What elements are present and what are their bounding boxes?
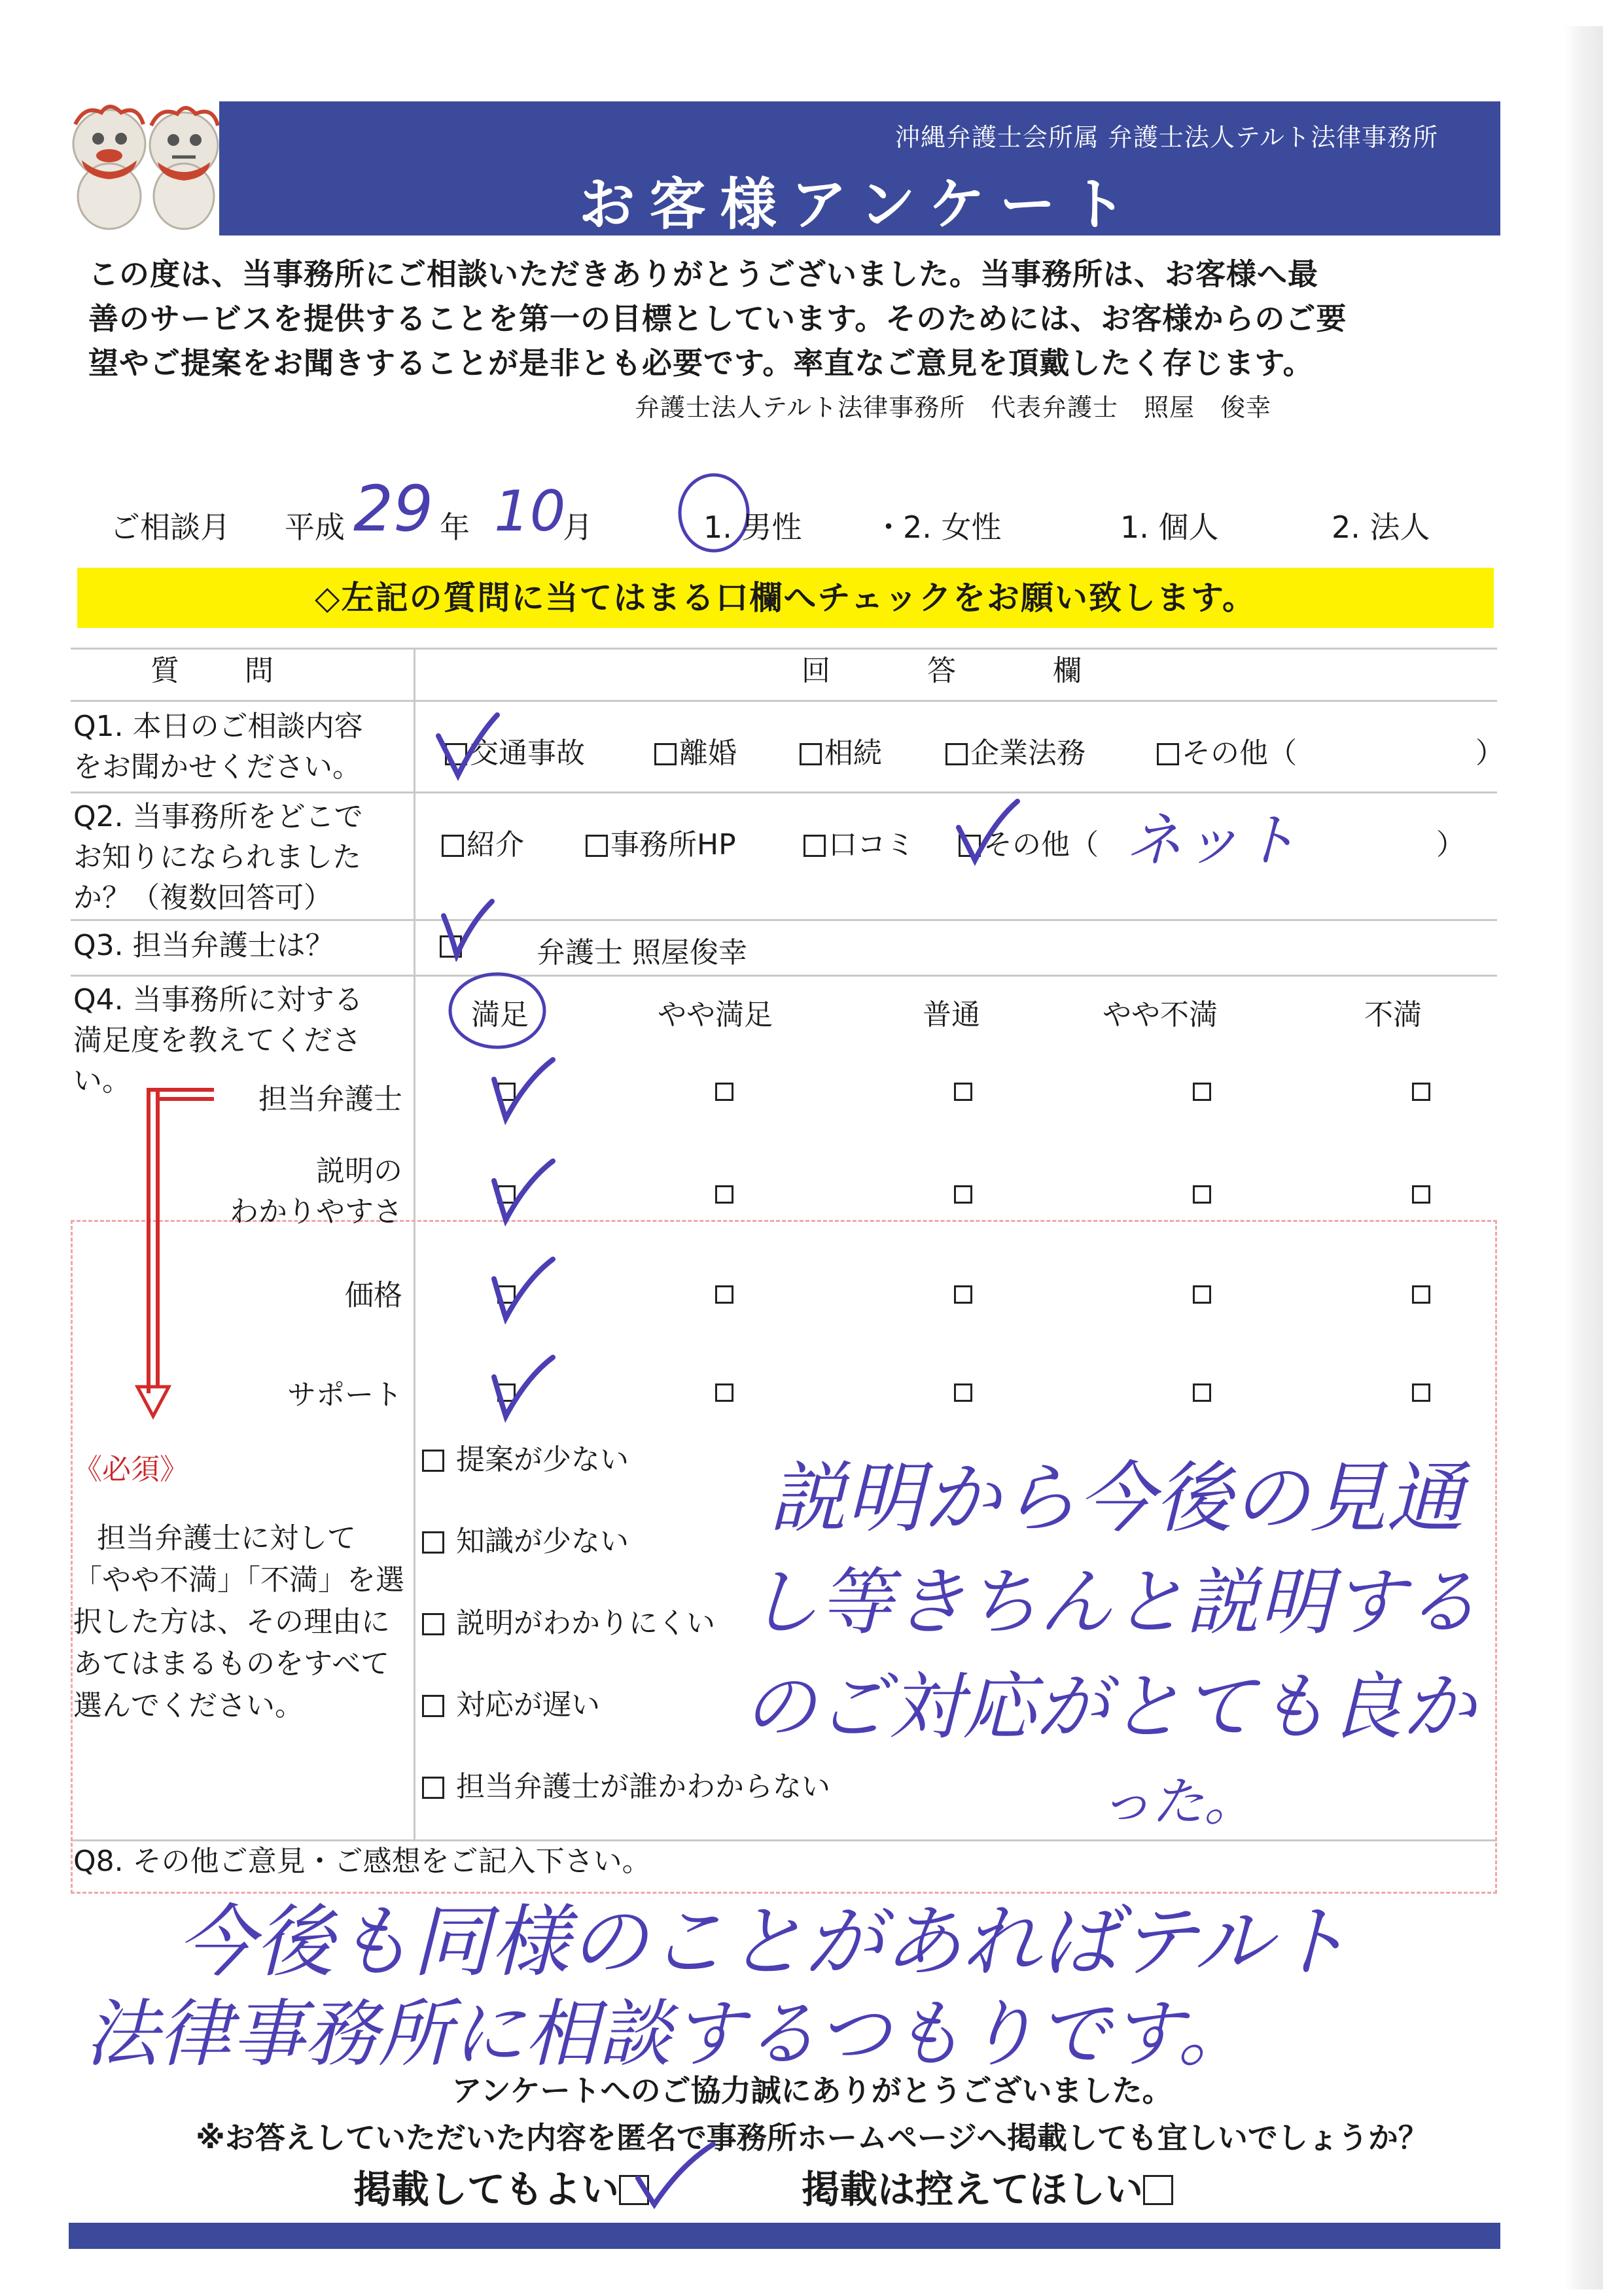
scale-satisfied: 満足 bbox=[471, 998, 529, 1032]
comment-handwritten-2: し等きちんと説明する bbox=[746, 1560, 1479, 1645]
intro-text bbox=[88, 252, 1475, 385]
checkmark-icon bbox=[487, 1155, 559, 1226]
column-question: 質 問 bbox=[150, 654, 276, 687]
q1-close-paren: ） bbox=[1475, 737, 1504, 770]
intro-line: 望やご提案をお聞きすることが是非とも必要です。率直なご意見を頂戴したく存じます。 bbox=[88, 345, 1314, 381]
q8-handwritten-1: 今後も同様のことがあればテルト bbox=[177, 1897, 1350, 1988]
q1-option-inheritance[interactable]: 相続 bbox=[800, 729, 882, 771]
rating-checkbox[interactable] bbox=[1193, 1185, 1211, 1204]
arrow-down-icon bbox=[134, 1079, 219, 1426]
table-rule bbox=[71, 975, 1497, 977]
q3-label: Q3. 担当弁護士は？ bbox=[73, 929, 334, 962]
rating-checkbox[interactable] bbox=[715, 1185, 733, 1204]
comment-handwritten-1: 説明から今後の見通 bbox=[769, 1453, 1464, 1543]
type-corporate[interactable]: 2. 法人 bbox=[1332, 510, 1430, 545]
page-edge-shadow bbox=[1564, 26, 1603, 2289]
q2-option-other[interactable]: その他（ bbox=[959, 821, 1099, 863]
checkbox[interactable] bbox=[586, 835, 608, 857]
checkbox[interactable] bbox=[1157, 743, 1179, 765]
rating-checkbox[interactable] bbox=[1193, 1083, 1211, 1101]
row-price: 価格 bbox=[345, 1279, 402, 1312]
q4-label-1: Q4. 当事務所に対する bbox=[73, 983, 363, 1017]
row-support: サポート bbox=[287, 1378, 402, 1412]
rating-checkbox[interactable] bbox=[1193, 1383, 1211, 1402]
q2-label-3: か？（複数回答可） bbox=[73, 881, 332, 914]
checkmark-icon bbox=[432, 710, 504, 782]
publish-ng[interactable]: 掲載は控えてほしい bbox=[802, 2159, 1176, 2214]
instruction-band: ◇左記の質問に当てはまる口欄へチェックをお願い致します。 bbox=[77, 568, 1494, 628]
q8-label: Q8. その他ご意見・ご感想をご記入下さい。 bbox=[73, 1845, 651, 1878]
header-banner bbox=[219, 101, 1500, 235]
scale-somewhat-satisfied: やや満足 bbox=[658, 998, 773, 1032]
signer: 弁護士法人テルト法律事務所 代表弁護士 照屋 俊幸 bbox=[635, 393, 1272, 422]
checkmark-icon bbox=[487, 1253, 559, 1325]
intro-line: この度は、当事務所にご相談いただきありがとうございました。当事務所は、お客様へ最 bbox=[88, 256, 1318, 292]
q1-option-traffic[interactable]: 交通事故 bbox=[445, 729, 585, 771]
rating-checkbox[interactable] bbox=[1412, 1285, 1430, 1304]
comment-handwritten-3: のご対応がとても良か bbox=[743, 1665, 1475, 1750]
era-label: 平成 bbox=[285, 510, 345, 545]
q2-option-website[interactable]: 事務所HP bbox=[586, 821, 736, 863]
q1-label-1: Q1. 本日のご相談内容 bbox=[73, 710, 363, 743]
checkbox[interactable] bbox=[654, 743, 677, 765]
year-handwritten: 29 bbox=[353, 472, 434, 546]
rating-checkbox[interactable] bbox=[954, 1285, 972, 1304]
type-individual[interactable]: 1. 個人 bbox=[1120, 510, 1219, 545]
intro-line: 善のサービスを提供することを第一の目標としています。そのためには、お客様からのご要 bbox=[88, 301, 1347, 336]
footer-bar bbox=[69, 2223, 1500, 2249]
checkbox[interactable] bbox=[803, 835, 826, 857]
rating-checkbox[interactable] bbox=[1412, 1383, 1430, 1402]
q1-option-corporate[interactable]: 企業法務 bbox=[945, 729, 1086, 771]
gender-male[interactable]: 1. 男性 bbox=[703, 510, 802, 545]
rating-checkbox[interactable] bbox=[715, 1285, 733, 1304]
q1-option-divorce[interactable]: 離婚 bbox=[654, 729, 737, 771]
checkbox[interactable] bbox=[800, 743, 822, 765]
gender-female[interactable]: 2. 女性 bbox=[903, 510, 1002, 545]
q8-handwritten-2: 法律事務所に相談するつもりです。 bbox=[85, 1992, 1251, 2077]
checkbox[interactable] bbox=[945, 743, 968, 765]
comment-handwritten-4: った。 bbox=[1099, 1771, 1256, 1832]
checkbox[interactable] bbox=[422, 1531, 444, 1554]
page-title: お客様アンケート bbox=[578, 172, 1141, 237]
row-clarity-2: わかりやすさ bbox=[230, 1195, 402, 1228]
circle-mark-satisfied bbox=[445, 968, 550, 1053]
gender-sep: ・ bbox=[874, 510, 904, 545]
rating-checkbox[interactable] bbox=[954, 1383, 972, 1402]
q1-label-2: をお聞かせください。 bbox=[73, 750, 361, 784]
q2-other-handwritten: ネット bbox=[1125, 807, 1299, 874]
q4-label-2: 満足度を教えてくださ bbox=[73, 1024, 361, 1057]
required-tag: 《必須》 bbox=[73, 1453, 188, 1486]
required-text: 担当弁護士に対して bbox=[97, 1522, 356, 1555]
consult-label: ご相談月 bbox=[110, 510, 230, 545]
table-rule bbox=[71, 648, 1497, 650]
q2-close-paren: ） bbox=[1436, 828, 1465, 861]
table-rule bbox=[71, 700, 1497, 702]
checkmark-icon bbox=[487, 1053, 559, 1125]
q2-label-1: Q2. 当事務所をどこで bbox=[73, 800, 363, 833]
checkbox[interactable] bbox=[422, 1450, 444, 1472]
required-text: 選んでください。 bbox=[73, 1689, 304, 1722]
required-text: 択した方は、その理由に bbox=[73, 1605, 390, 1639]
year-unit: 年 bbox=[440, 510, 470, 545]
checkmark-icon bbox=[438, 896, 497, 962]
reason-slow[interactable]: 対応が遅い bbox=[422, 1684, 600, 1726]
checkmark-icon bbox=[487, 1351, 559, 1423]
q1-option-other[interactable]: その他（ bbox=[1157, 729, 1297, 771]
rating-checkbox[interactable] bbox=[715, 1383, 733, 1402]
row-attorney: 担当弁護士 bbox=[258, 1083, 402, 1116]
q2-label-2: お知りになられました bbox=[73, 841, 361, 874]
checkbox[interactable] bbox=[422, 1777, 444, 1799]
reason-little-knowledge[interactable]: 知識が少ない bbox=[422, 1521, 629, 1563]
checkmark-icon bbox=[628, 2139, 720, 2211]
thanks-text: アンケートへのご協力誠にありがとうございました。 bbox=[451, 2073, 1173, 2108]
table-rule bbox=[71, 791, 1497, 793]
rating-checkbox[interactable] bbox=[954, 1185, 972, 1204]
reason-unclear[interactable]: 説明がわかりにくい bbox=[422, 1603, 715, 1644]
table-rule bbox=[71, 919, 1497, 921]
checkbox[interactable] bbox=[422, 1695, 444, 1717]
publish-ok[interactable]: 掲載してもよい bbox=[353, 2159, 652, 2214]
rating-checkbox[interactable] bbox=[954, 1083, 972, 1101]
scale-neutral: 普通 bbox=[923, 998, 980, 1032]
month-unit: 月 bbox=[563, 510, 593, 545]
rating-checkbox[interactable] bbox=[1412, 1083, 1430, 1101]
checkbox[interactable] bbox=[1143, 2175, 1173, 2205]
month-handwritten: 10 bbox=[494, 479, 566, 544]
publish-question: ※お答えしていただいた内容を匿名で事務所ホームページへ掲載しても宜しいでしょうか？ bbox=[196, 2120, 1428, 2155]
q2-option-wordofmouth[interactable]: 口コミ bbox=[803, 821, 915, 863]
rating-checkbox[interactable] bbox=[1412, 1185, 1430, 1204]
checkmark-icon bbox=[952, 795, 1024, 867]
reason-unknown-attorney[interactable]: 担当弁護士が誰かわからない bbox=[422, 1766, 830, 1808]
column-answer: 回 答 欄 bbox=[802, 654, 1084, 687]
required-text: 「やや不満」「不満」を選 bbox=[73, 1563, 404, 1597]
checkbox[interactable] bbox=[442, 835, 464, 857]
required-text: あてはまるものをすべて bbox=[73, 1647, 390, 1680]
q3-answer: 弁護士 照屋俊幸 bbox=[537, 936, 747, 969]
checkbox[interactable] bbox=[422, 1613, 444, 1635]
rating-checkbox[interactable] bbox=[1193, 1285, 1211, 1304]
row-clarity-1: 説明の bbox=[316, 1155, 402, 1188]
q4-label-3: い。 bbox=[73, 1064, 131, 1098]
shisa-mascot-icon bbox=[69, 98, 222, 232]
reason-few-proposals[interactable]: 提案が少ない bbox=[422, 1439, 629, 1481]
scale-somewhat-dissatisfied: やや不満 bbox=[1103, 998, 1218, 1032]
office-name: 沖縄弁護士会所属 弁護士法人テルト法律事務所 bbox=[894, 123, 1438, 152]
q2-option-referral[interactable]: 紹介 bbox=[442, 821, 524, 863]
scale-dissatisfied: 不満 bbox=[1364, 998, 1422, 1032]
rating-checkbox[interactable] bbox=[715, 1083, 733, 1101]
